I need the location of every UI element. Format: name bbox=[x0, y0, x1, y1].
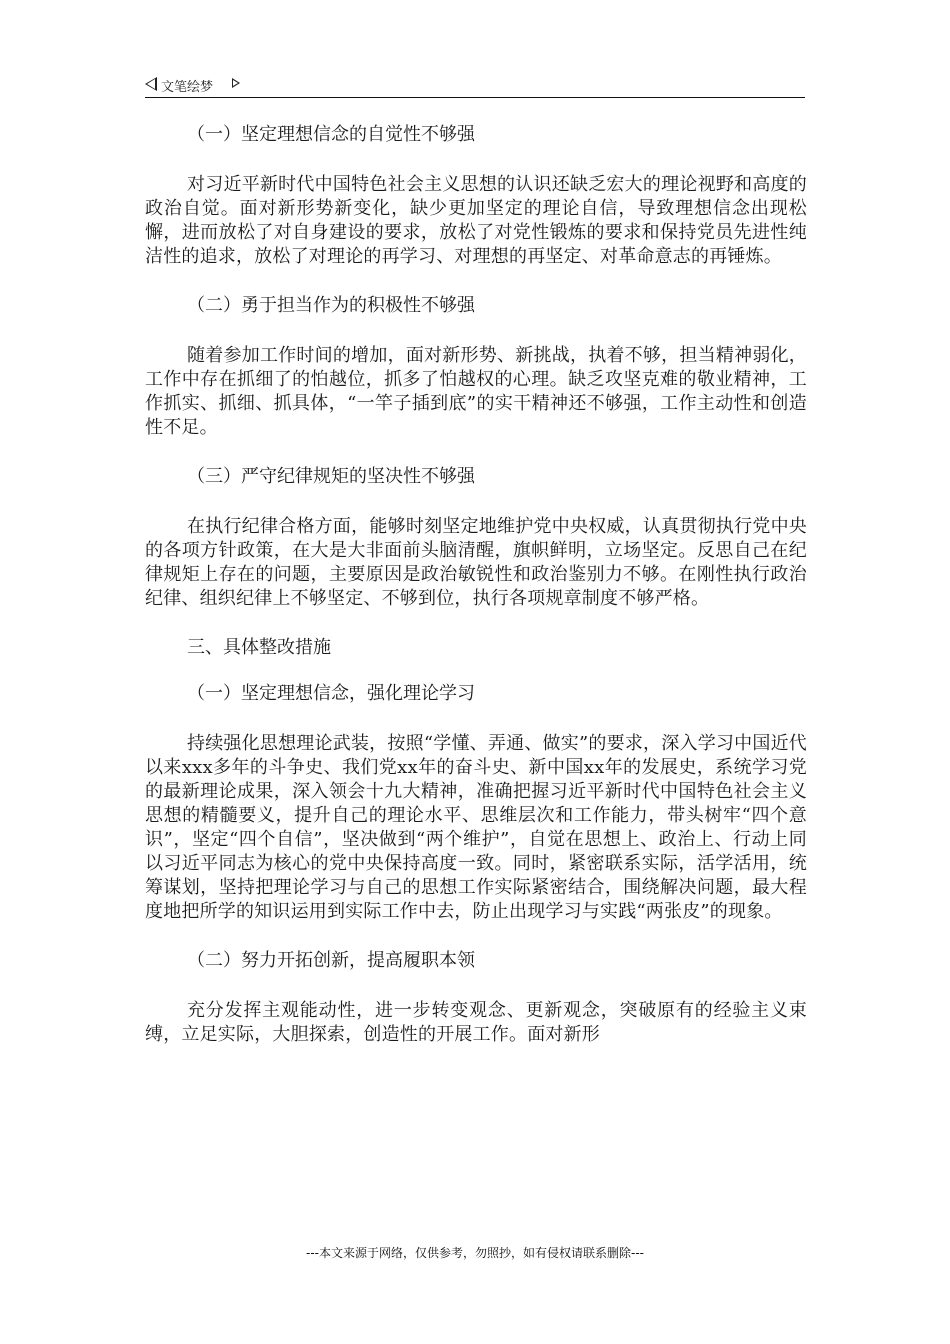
paragraph-2: 随着参加工作时间的增加，面对新形势、新挑战，执着不够，担当精神弱化，工作中存在抓细了的怕越位，抓多了怕越权的心理。缺乏攻坚克难的敬业精神，工作抓实、抓细、抓具体，“一竿子插到底”的实干精神还不够强，工作主动性和创造性不足。 bbox=[145, 345, 807, 438]
subheading-1-1: （一）坚定理想信念的自觉性不够强 bbox=[187, 124, 475, 145]
page-header bbox=[145, 73, 805, 98]
subheading-3-2: （二）努力开拓创新，提高履职本领 bbox=[187, 950, 475, 971]
header-brand: 文笔绘梦 bbox=[161, 80, 214, 95]
document-body bbox=[145, 100, 807, 1047]
subheading-1-2: （二）勇于担当作为的积极性不够强 bbox=[187, 295, 475, 316]
paragraph-1: 对习近平新时代中国特色社会主义思想的认识还缺乏宏大的理论视野和高度的政治自觉。面对新形势新变化，缺少更加坚定的理论自信，导致理想信念出现松懈，进而放松了对自身建设的要求，放松了对党性锻炼的要求和保持党员先进性纯洁性的追求，放松了对理论的再学习、对理想的再坚定、对革命意志的再锤炼。 bbox=[145, 174, 807, 267]
triangle-left-icon bbox=[145, 77, 157, 91]
paragraph-4: 持续强化思想理论武装，按照“学懂、弄通、做实”的要求，深入学习中国近代以来xxx多年的斗争史、我们党xx年的奋斗史、新中国xx年的发展史，系统学习党的最新理论成果，深入领会十九大精神，准确把握习近平新时代中国特色社会主义思想的精髓要义，提升自己的理论水平、思维层次和工作能力，带头树牢“四个意识”，坚定“四个自信”，坚决做到“两个维护”，自觉在思想上、政治上、行动上同以习近平同志为核心的党中央保持高度一致。同时，紧密联系实际，活学活用，统筹谋划，坚持把理论学习与自己的思想工作实际紧密结合，围绕解决问题，最大程度地把所学的知识运用到实际工作中去，防止出现学习与实践“两张皮”的现象。 bbox=[145, 733, 807, 922]
paragraph-3: 在执行纪律合格方面，能够时刻坚定地维护党中央权威，认真贯彻执行党中央的各项方针政策，在大是大非面前头脑清醒，旗帜鲜明，立场坚定。反思自己在纪律规矩上存在的问题，主要原因是政治敏锐性和政治鉴别力不够。在刚性执行政治纪律、组织纪律上不够坚定、不够到位，执行各项规章制度不够严格。 bbox=[145, 516, 807, 609]
page-footer: ---本文来源于网络，仅供参考，勿照抄，如有侵权请联系删除--- bbox=[306, 1246, 644, 1260]
subheading-3-1: （一）坚定理想信念，强化理论学习 bbox=[187, 683, 475, 704]
subheading-1-3: （三）严守纪律规矩的坚决性不够强 bbox=[187, 466, 475, 487]
paragraph-5: 充分发挥主观能动性，进一步转变观念、更新观念，突破原有的经验主义束缚，立足实际，大胆探索，创造性的开展工作。面对新形 bbox=[145, 1000, 807, 1045]
triangle-right-icon bbox=[232, 78, 240, 88]
section-title-3: 三、具体整改措施 bbox=[187, 637, 331, 658]
